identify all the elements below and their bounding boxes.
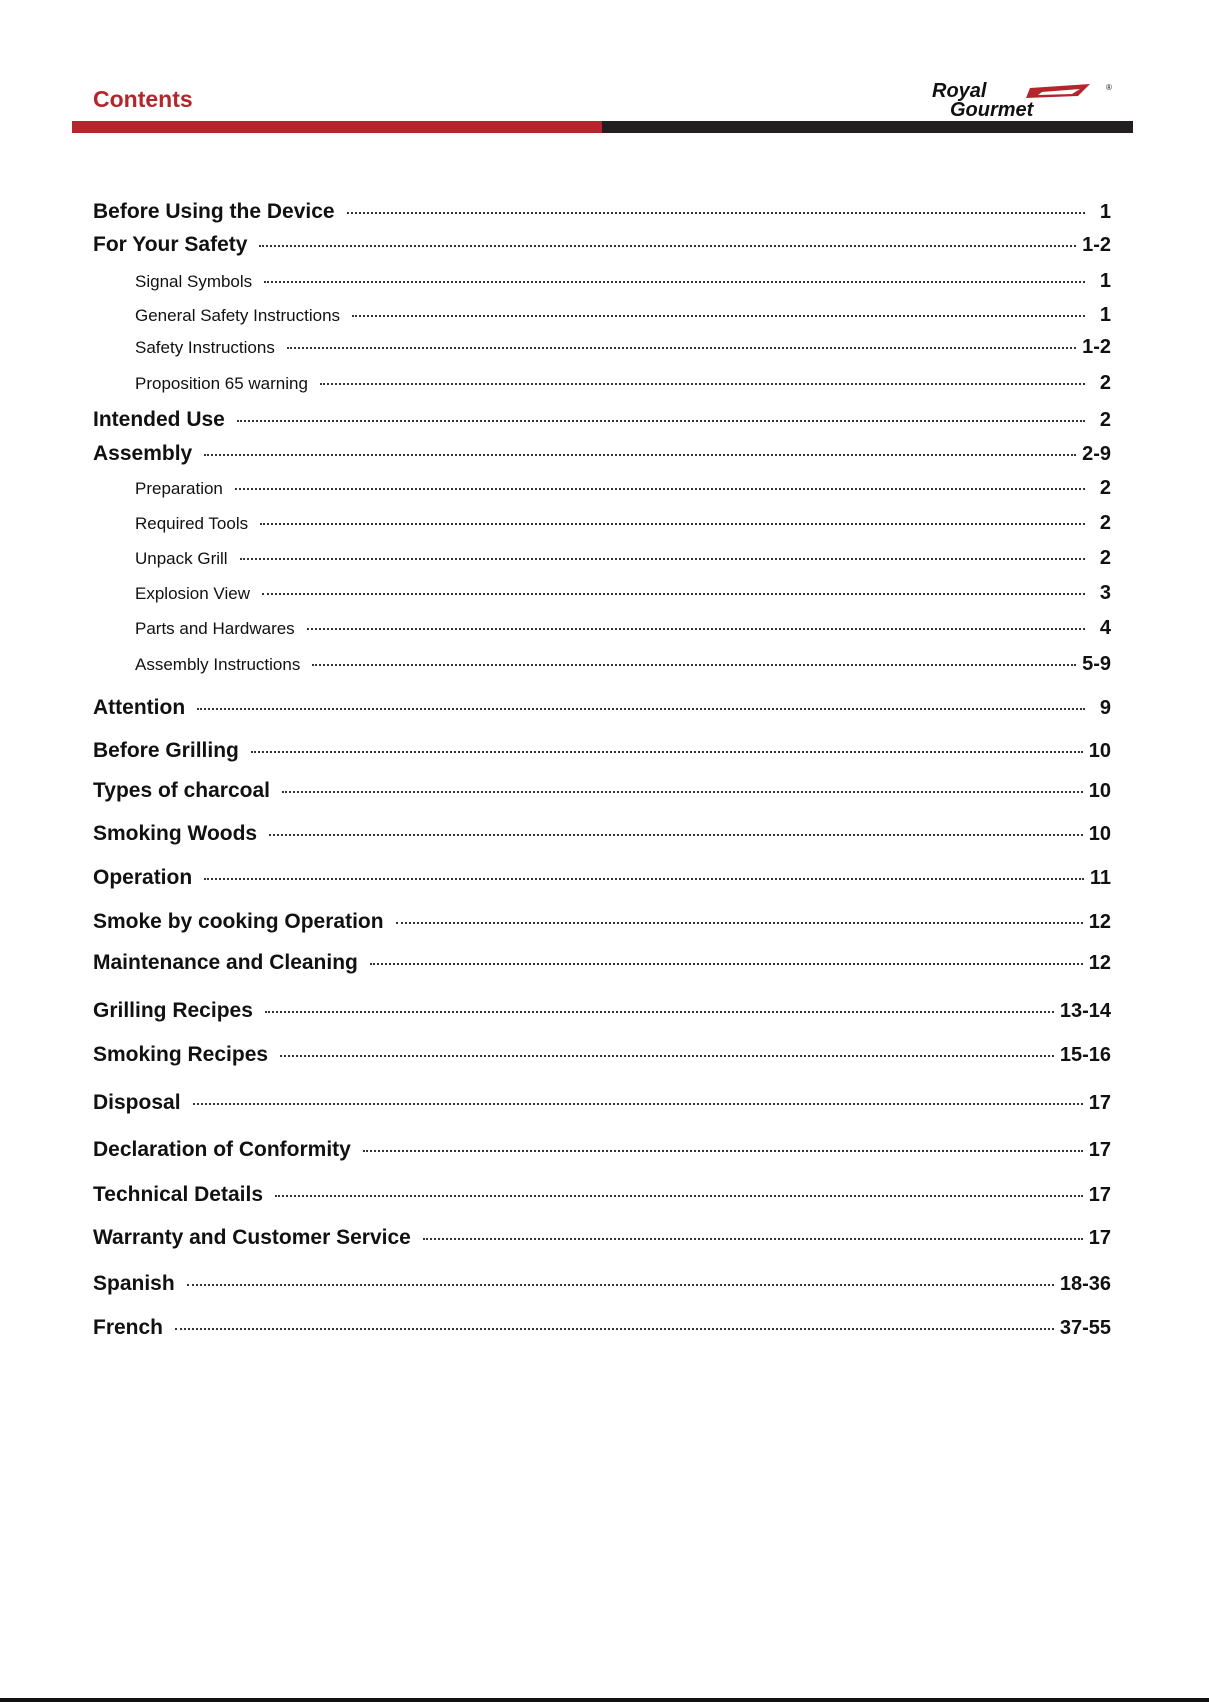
dot-leader xyxy=(396,922,1083,924)
toc-entry xyxy=(135,547,1111,570)
toc-entry-label: For Your Safety xyxy=(93,233,248,256)
dot-leader xyxy=(280,1055,1054,1057)
dot-leader xyxy=(204,454,1076,456)
dot-leader xyxy=(312,664,1076,666)
toc-entry-page: 4 xyxy=(1099,617,1111,639)
toc-entry xyxy=(93,822,1111,846)
toc-entry xyxy=(93,1138,1111,1162)
toc-entry-page: 17 xyxy=(1088,1139,1111,1161)
dot-leader xyxy=(262,593,1085,595)
toc-entry-label: Declaration of Conformity xyxy=(93,1138,351,1161)
toc-entry xyxy=(93,1183,1111,1207)
dot-leader xyxy=(265,1011,1054,1013)
toc-entry xyxy=(93,739,1111,763)
toc-entry-page: 1 xyxy=(1099,270,1111,292)
toc-entry-page: 9 xyxy=(1099,697,1111,719)
dot-leader xyxy=(320,383,1085,385)
dot-leader xyxy=(193,1103,1083,1105)
dot-leader xyxy=(235,488,1085,490)
dot-leader xyxy=(204,878,1084,880)
toc-entry xyxy=(93,233,1111,257)
toc-entry-label: Attention xyxy=(93,696,186,719)
dot-leader xyxy=(275,1195,1083,1197)
toc-entry-label: French xyxy=(93,1316,164,1339)
dot-leader xyxy=(237,420,1085,422)
dot-leader xyxy=(175,1328,1054,1330)
toc-entry-label: Maintenance and Cleaning xyxy=(93,951,358,974)
dot-leader xyxy=(287,347,1076,349)
toc-entry-page: 2 xyxy=(1099,547,1111,569)
dot-leader xyxy=(197,708,1085,710)
toc-entry xyxy=(93,999,1111,1023)
toc-entry-page: 2 xyxy=(1099,477,1111,499)
toc-entry-label: General Safety Instructions xyxy=(135,306,341,325)
dot-leader xyxy=(259,245,1076,247)
toc-entry xyxy=(93,779,1111,803)
toc-entry-page: 17 xyxy=(1088,1184,1111,1206)
page-title: Contents xyxy=(93,86,193,112)
dot-leader xyxy=(269,834,1083,836)
toc-entry-label: Grilling Recipes xyxy=(93,999,253,1022)
toc-entry xyxy=(135,372,1111,395)
toc-entry-page: 2 xyxy=(1099,409,1111,431)
toc-entry-page: 1-2 xyxy=(1082,234,1111,256)
svg-text:®: ® xyxy=(1106,83,1112,92)
dot-leader xyxy=(264,281,1085,283)
toc-entry-page: 1 xyxy=(1099,201,1111,223)
svg-text:Gourmet: Gourmet xyxy=(950,99,1034,120)
toc-entry-page: 17 xyxy=(1088,1092,1111,1114)
toc-entry-page: 1 xyxy=(1099,304,1111,326)
header-bar-red xyxy=(72,121,602,133)
header-bar-dark xyxy=(602,121,1133,133)
svg-text:Royal: Royal xyxy=(932,80,987,102)
toc-entry xyxy=(135,582,1111,605)
toc-entry-label: Assembly Instructions xyxy=(135,655,301,674)
toc-entry xyxy=(135,653,1111,676)
dot-leader xyxy=(240,558,1085,560)
toc-entry-label: Types of charcoal xyxy=(93,779,271,802)
toc-entry-label: Before Grilling xyxy=(93,739,239,762)
toc-entry xyxy=(93,1091,1111,1115)
toc-entry-label: Operation xyxy=(93,866,193,889)
toc-entry-page: 2 xyxy=(1099,512,1111,534)
toc-entry-label: Smoking Woods xyxy=(93,822,258,845)
toc-entry-label: Required Tools xyxy=(135,514,249,533)
toc-entry xyxy=(135,477,1111,500)
toc-entry-label: Warranty and Customer Service xyxy=(93,1226,411,1249)
toc-entry-label: Preparation xyxy=(135,479,223,498)
toc-entry xyxy=(93,1226,1111,1250)
toc-entry-page: 3 xyxy=(1099,582,1111,604)
toc-entry xyxy=(93,408,1111,432)
toc-entry-page: 11 xyxy=(1089,867,1111,889)
toc-entry-page: 1-2 xyxy=(1082,336,1111,358)
dot-leader xyxy=(352,315,1085,317)
toc-entry-page: 5-9 xyxy=(1082,653,1111,675)
toc-entry-page: 37-55 xyxy=(1059,1317,1111,1339)
toc-entry-label: Intended Use xyxy=(93,408,225,431)
toc-entry-page: 17 xyxy=(1088,1227,1111,1249)
toc-entry xyxy=(135,336,1111,359)
toc-entry-label: Technical Details xyxy=(93,1183,264,1206)
toc-entry-page: 2 xyxy=(1099,372,1111,394)
toc-entry-page: 12 xyxy=(1088,911,1111,933)
toc-entry-label: Smoke by cooking Operation xyxy=(93,910,384,933)
toc-entry xyxy=(135,617,1111,640)
toc-entry-page: 10 xyxy=(1088,823,1111,845)
dot-leader xyxy=(282,791,1083,793)
toc-entry-page: 13-14 xyxy=(1059,1000,1111,1022)
dot-leader xyxy=(363,1150,1083,1152)
dot-leader xyxy=(423,1238,1083,1240)
toc-entry xyxy=(93,951,1111,975)
dot-leader xyxy=(260,523,1085,525)
dot-leader xyxy=(251,751,1083,753)
toc-entry xyxy=(93,910,1111,934)
toc-entry-page: 10 xyxy=(1088,740,1111,762)
toc-entry-label: Before Using the Device xyxy=(93,200,335,223)
toc-entry-page: 12 xyxy=(1088,952,1111,974)
toc-entry-label: Smoking Recipes xyxy=(93,1043,269,1066)
toc-entry-label: Unpack Grill xyxy=(135,549,228,568)
toc-entry xyxy=(93,442,1111,466)
toc-entry-label: Assembly xyxy=(93,442,193,465)
toc-entry-label: Disposal xyxy=(93,1091,181,1114)
toc-entry-label: Signal Symbols xyxy=(135,272,253,291)
toc-entry xyxy=(93,1043,1111,1067)
dot-leader xyxy=(187,1284,1054,1286)
toc-entry-label: Safety Instructions xyxy=(135,338,275,357)
toc-entry xyxy=(93,1316,1111,1340)
toc-entry xyxy=(135,304,1111,327)
toc-entry xyxy=(93,696,1111,720)
toc-entry-page: 15-16 xyxy=(1059,1044,1111,1066)
toc-entry xyxy=(135,270,1111,293)
toc-entry xyxy=(135,512,1111,535)
toc-entry-label: Parts and Hardwares xyxy=(135,619,295,638)
royal-gourmet-logo xyxy=(930,80,1114,120)
dot-leader xyxy=(307,628,1085,630)
toc-entry-label: Proposition 65 warning xyxy=(135,374,308,393)
toc-entry-page: 10 xyxy=(1088,780,1111,802)
toc-entry xyxy=(93,866,1111,890)
toc-entry xyxy=(93,200,1111,224)
page-bottom-border xyxy=(0,1698,1209,1702)
toc-entry-label: Explosion View xyxy=(135,584,250,603)
toc-entry-label: Spanish xyxy=(93,1272,175,1295)
dot-leader xyxy=(370,963,1083,965)
toc-entry-page: 2-9 xyxy=(1082,443,1111,465)
dot-leader xyxy=(347,212,1085,214)
toc-entry xyxy=(93,1272,1111,1296)
toc-entry-page: 18-36 xyxy=(1059,1273,1111,1295)
